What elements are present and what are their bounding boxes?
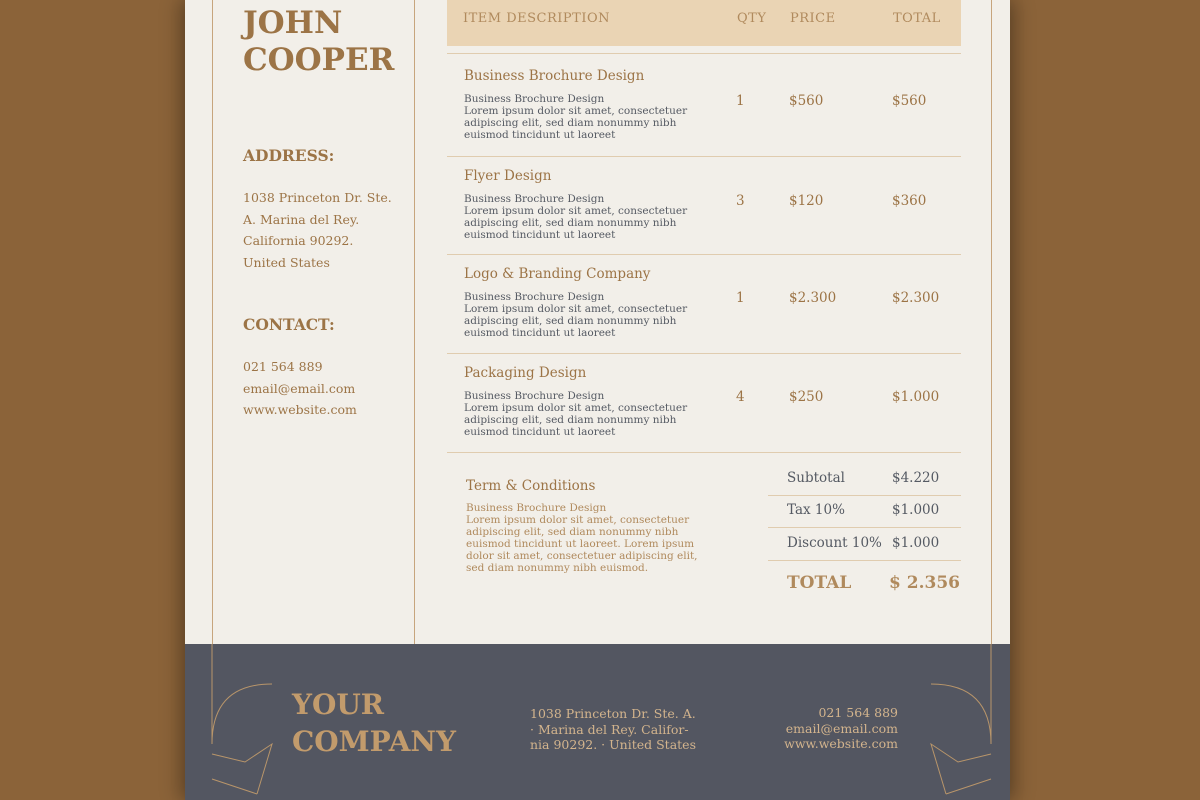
terms-text [466, 502, 716, 574]
table-header [447, 0, 961, 46]
header-description: ITEM DESCRIPTION [463, 11, 611, 26]
address-line: A. Marina del Rey. [243, 211, 360, 227]
discount-value: $1.000 [892, 535, 940, 551]
item-title: Logo & Branding Company [464, 266, 651, 282]
terms-title: Term & Conditions [466, 478, 596, 494]
contact-website: www.website.com [243, 402, 357, 417]
footer-website: www.website.com [784, 736, 898, 751]
item-title: Flyer Design [464, 168, 552, 184]
item-text: Lorem ipsum dolor sit amet, consectetuer adipiscing elit, sed diam nonummy nibh euismod tincidunt ut laoreet [464, 303, 688, 339]
item-description [464, 193, 694, 241]
last-name: COOPER [243, 42, 395, 78]
item-title: Business Brochure Design [464, 68, 645, 84]
item-description [464, 291, 694, 339]
address-line: California 90292. [243, 233, 354, 248]
row-divider [447, 53, 961, 54]
footer-address-line: 1038 Princeton Dr. Ste. A. [530, 706, 696, 721]
footer-address-line: · Marina del Rey. Califor- [530, 721, 689, 737]
row-divider [447, 254, 961, 255]
tax-label: Tax 10% [787, 502, 845, 518]
footer-address-line: nia 90292. · United States [530, 737, 696, 752]
address-block [243, 187, 392, 273]
item-subtitle: Business Brochure Design [464, 93, 605, 105]
terms-body: Lorem ipsum dolor sit amet, consectetuer adipiscing elit, sed diam nonummy nibh euismod tincidunt ut laoreet. Lorem ipsum dolor sit amet, consectetuer adipiscing elit, sed diam nonummy nibh euismod. [466, 514, 698, 574]
company-line: COMPANY [292, 725, 456, 758]
header-total: TOTAL [893, 11, 941, 26]
footer-email: email@email.com [785, 720, 898, 736]
person-name [243, 5, 394, 79]
item-subtitle: Business Brochure Design [464, 193, 605, 205]
address-line: 1038 Princeton Dr. Ste. [243, 190, 392, 205]
item-text: Lorem ipsum dolor sit amet, consectetuer adipiscing elit, sed diam nonummy nibh euismod tincidunt ut laoreet [464, 402, 688, 438]
item-price: $2.300 [789, 290, 837, 306]
discount-label: Discount 10% [787, 535, 882, 551]
item-text: Lorem ipsum dolor sit amet, consectetuer adipiscing elit, sed diam nonummy nibh euismod tincidunt ut laoreet [464, 105, 688, 141]
item-total: $1.000 [892, 389, 940, 405]
terms-subtitle: Business Brochure Design [466, 502, 607, 514]
address-heading: ADDRESS: [243, 146, 335, 165]
contact-block [243, 356, 357, 421]
header-qty: QTY [737, 11, 767, 26]
summary-divider [768, 527, 961, 528]
subtotal-label: Subtotal [787, 470, 845, 486]
tax-value: $1.000 [892, 502, 940, 518]
item-total: $360 [892, 193, 927, 209]
item-text: Lorem ipsum dolor sit amet, consectetuer adipiscing elit, sed diam nonummy nibh euismod tincidunt ut laoreet [464, 205, 688, 241]
subtotal-value: $4.220 [892, 470, 940, 486]
company-line: YOUR [292, 688, 385, 721]
sidebar-divider [414, 0, 415, 644]
item-total: $560 [892, 93, 927, 109]
row-divider [447, 156, 961, 157]
item-description [464, 93, 694, 141]
item-description [464, 390, 694, 438]
item-qty: 1 [736, 290, 745, 306]
item-qty: 1 [736, 93, 745, 109]
address-line: United States [243, 254, 330, 270]
contact-heading: CONTACT: [243, 315, 335, 334]
contact-phone: 021 564 889 [243, 359, 323, 374]
item-subtitle: Business Brochure Design [464, 291, 605, 303]
invoice-paper [185, 0, 1010, 800]
first-name: JOHN [243, 5, 343, 41]
item-qty: 4 [736, 389, 745, 405]
summary-divider [768, 560, 961, 561]
item-subtitle: Business Brochure Design [464, 390, 605, 402]
footer-phone: 021 564 889 [818, 705, 898, 720]
item-price: $560 [789, 93, 824, 109]
company-name [292, 686, 456, 760]
summary-divider [768, 495, 961, 496]
item-price: $120 [789, 193, 824, 209]
contact-email: email@email.com [243, 380, 356, 396]
footer-contact [782, 705, 898, 752]
row-divider [447, 452, 961, 453]
row-divider [447, 353, 961, 354]
header-price: PRICE [790, 11, 836, 26]
item-price: $250 [789, 389, 824, 405]
total-value: $ 2.356 [889, 573, 960, 593]
total-label: TOTAL [787, 573, 852, 593]
item-qty: 3 [736, 193, 745, 209]
item-title: Packaging Design [464, 365, 587, 381]
footer-address [530, 706, 696, 753]
item-total: $2.300 [892, 290, 940, 306]
